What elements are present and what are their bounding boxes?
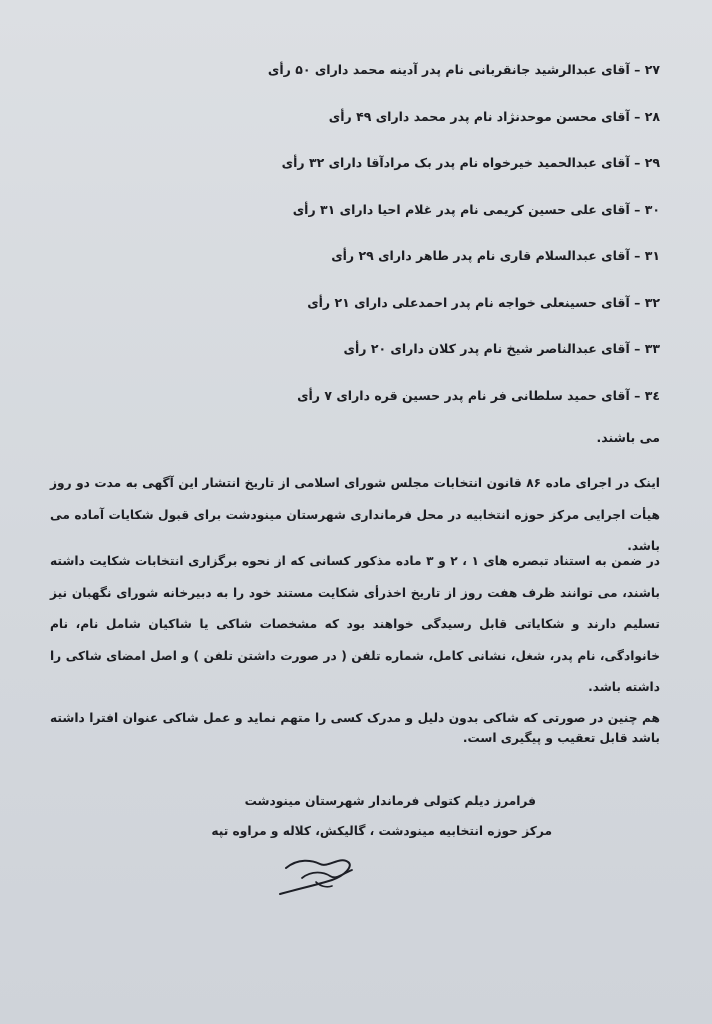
false-accusation-paragraph: هم چنین در صورتی که شاکی بدون دلیل و مدرک کسی را متهم نماید و عمل شاکی عنوان افترا داشته باشد قابل تعقیب و پیگیری است.	[50, 711, 660, 745]
candidate-entry: ۲۸ – آقای محسن موحدنژاد نام پدر محمد دارای ۴۹ رأی	[328, 108, 660, 124]
signature-block	[211, 786, 552, 846]
candidate-entry: ۳۰ – آقای علی حسین کریمی نام پدر غلام احیا دارای ۳۱ رأی	[292, 201, 660, 217]
candidate-entry: ۳۳ – آقای عبدالناصر شیخ نام پدر کلان دارای ۲۰ رأی	[343, 341, 660, 356]
complaint-period-paragraph: اینک در اجرای ماده ۸۶ قانون انتخابات مجلس شورای اسلامی از تاریخ انتشار این آگهی به مدت دو روز هیأت اجرایی مرکز حوزه انتخابیه در محل فرمانداری شهرستان مینودشت برای قبول شکایات آماده می باشد.	[50, 476, 660, 553]
candidate-entry: ۳٤ – آقای حمید سلطانی فر نام پدر حسین قره دارای ۷ رأی	[297, 387, 660, 403]
candidate-entry: ۲۷ – آقای عبدالرشید جانقربانی نام پدر آدینه محمد دارای ۵۰ رأی	[267, 62, 660, 77]
candidate-entry: ۳۲ – آقای حسینعلی خواجه نام پدر احمدعلی دارای ۲۱ رأی	[307, 294, 660, 310]
signatory-name: فرامرز دیلم کتولی فرماندار شهرستان مینودشت	[244, 794, 536, 808]
list-closing-text: می باشند.	[596, 430, 660, 445]
candidate-entry: ۳۱ – آقای عبدالسلام قاری نام پدر طاهر دارای ۲۹ رأی	[331, 248, 660, 263]
complaint-procedure-paragraph: در ضمن به استناد تبصره های ۱ ، ۲ و ۳ ماده مذکور کسانی که از نحوه برگزاری انتخابات شکایت داشته باشند، می توانند ظرف هفت روز از تاریخ اخذرأی شکایت مستند خود را به دبیرخانه شورای نگهبان نیز تسلیم دارند و شکایاتی قابل رسیدگی خواهند بود که مشخصات شاکی یا شاکیان شامل نام، نام خانوادگی، نام پدر، شغل، نشانی کامل، شماره تلفن ( در صورت داشتن تلفن ) و اصل امضای شاکی را داشته باشد.	[50, 554, 661, 694]
handwritten-signature-icon	[272, 852, 360, 900]
candidate-entry: ۲۹ – آقای عبدالحمید خیرخواه نام پدر بک مرادآقا دارای ۳۲ رأی	[281, 155, 660, 170]
electoral-district: مرکز حوزه انتخابیه مینودشت ، گالیکش، کلاله و مراوه تپه	[211, 824, 552, 838]
candidate-list	[60, 56, 660, 428]
